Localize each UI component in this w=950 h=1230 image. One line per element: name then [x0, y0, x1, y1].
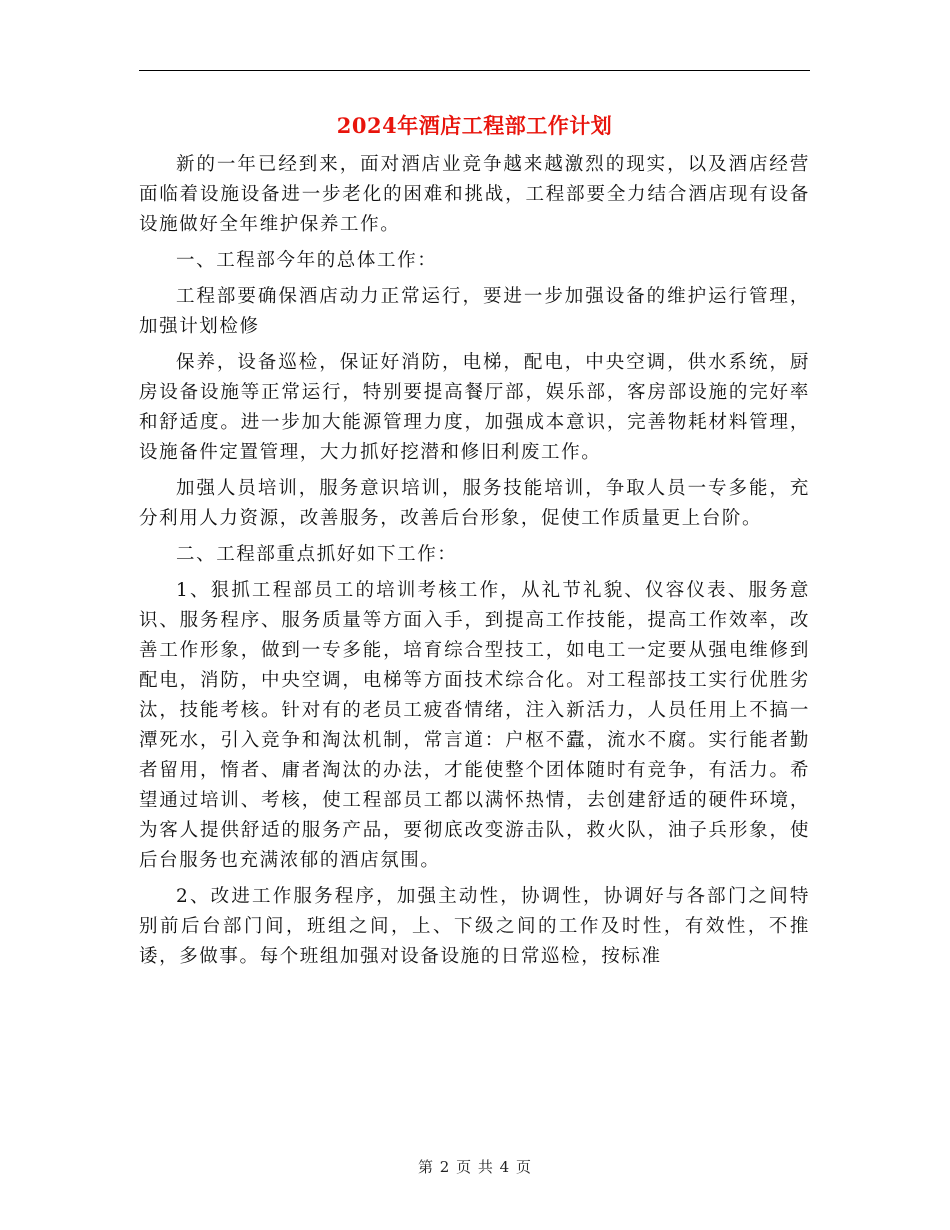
- page-footer: 第 2 页 共 4 页: [418, 1158, 532, 1176]
- section-heading-1: 一、工程部今年的总体工作：: [176, 250, 438, 271]
- paragraph-item-1: 1、狠抓工程部员工的培训考核工作，从礼节礼貌、仪容仪表、服务意识、服务程序、服务质量等方面入手，到提高工作技能，提高工作效率，改善工作形象，做到一专多能，培育综合型技工，如电工一定要从强电维修到配电，消防，中央空调，电梯等方面技术综合化。对工程部技工实行优胜劣汰，技能考核。针对有的老员工疲沓情绪，注入新活力，人员任用上不搞一潭死水，引入竞争和淘汰机制，常言道：户枢不蠹，流水不腐。实行能者勤者留用，惰者、庸者淘汰的办法，才能使整个团体随时有竞争，有活力。希望通过培训、考核，使工程部员工都以满怀热情，去创建舒适的硬件环境，为客人提供舒适的服务产品，要彻底改变游击队，救火队，油子兵形象，使后台服务也充满浓郁的酒店氛围。: [139, 580, 810, 871]
- paragraph-item-2: 2、改进工作服务程序，加强主动性，协调性，协调好与各部门之间特别前后台部门间，班组之间，上、下级之间的工作及时性，有效性，不推诿，多做事。每个班组加强对设备设施的日常巡检，按标准: [139, 886, 810, 967]
- paragraph-training: 加强人员培训，服务意识培训，服务技能培训，争取人员一专多能，充分利用人力资源，改善服务，改善后台形象，促使工作质量更上台阶。: [139, 478, 810, 529]
- header-rule: [139, 70, 810, 71]
- paragraph-intro: 新的一年已经到来，面对酒店业竞争越来越激烈的现实，以及酒店经营面临着设施设备进一步老化的困难和挑战，工程部要全力结合酒店现有设备设施做好全年维护保养工作。: [139, 154, 810, 235]
- paragraph-overall-2: 保养，设备巡检，保证好消防，电梯，配电，中央空调，供水系统，厨房设备设施等正常运行，特别要提高餐厅部，娱乐部，客房部设施的完好率和舒适度。进一步加大能源管理力度，加强成本意识，完善物耗材料管理，设施备件定置管理，大力抓好挖潜和修旧利废工作。: [139, 352, 810, 463]
- document-title: 2024年酒店工程部工作计划: [336, 113, 613, 138]
- document-body: [139, 150, 810, 978]
- section-heading-2: 二、工程部重点抓好如下工作：: [176, 544, 458, 565]
- paragraph-overall-1: 工程部要确保酒店动力正常运行，要进一步加强设备的维护运行管理，加强计划检修: [139, 286, 810, 337]
